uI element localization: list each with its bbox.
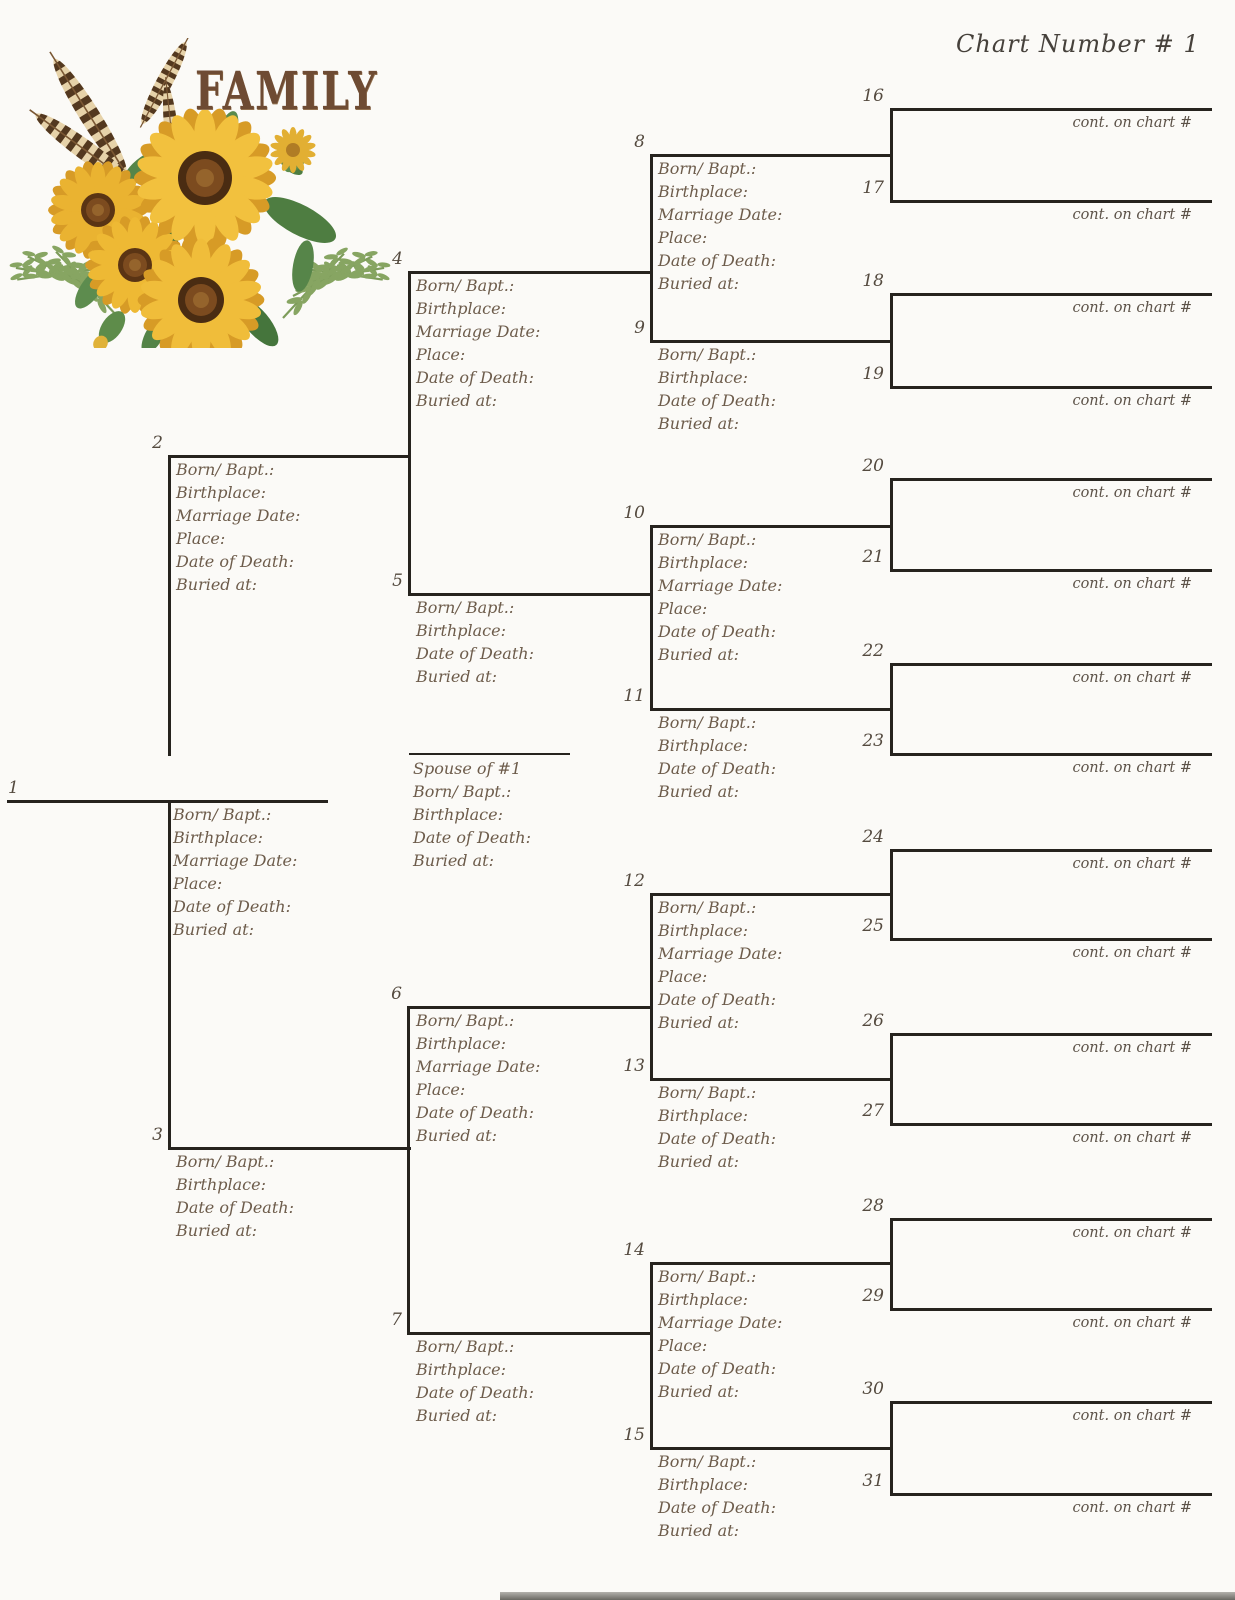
field-label-death: Date of Death: — [658, 1498, 776, 1517]
spouse-label: Spouse of #1 — [413, 759, 522, 778]
cont-on-chart-label: cont. on chart # — [1072, 207, 1192, 223]
field-label-born: Born/ Bapt.: — [176, 460, 275, 479]
slot-2-number: 2 — [152, 433, 163, 453]
cont-on-chart-label: cont. on chart # — [1072, 1040, 1192, 1056]
field-label-born: Born/ Bapt.: — [658, 1452, 757, 1471]
field-label-birthplace: Birthplace: — [658, 1106, 748, 1125]
slot-15-number: 15 — [623, 1425, 645, 1445]
field-label-buried: Buried at: — [658, 782, 739, 801]
slot-30-number: 30 — [862, 1379, 884, 1399]
field-label-born: Born/ Bapt.: — [416, 276, 515, 295]
slot-16-number: 16 — [862, 86, 884, 106]
cont-on-chart-label: cont. on chart # — [1072, 1130, 1192, 1146]
entry-line-20 — [890, 478, 1212, 481]
connector-6-7 — [407, 1006, 410, 1335]
field-label-buried: Buried at: — [416, 1406, 497, 1425]
connector-4-5 — [408, 271, 411, 596]
field-label-marriage: Marriage Date: — [173, 851, 298, 870]
field-label-born: Born/ Bapt.: — [413, 782, 512, 801]
slot-24-number: 24 — [862, 827, 884, 847]
slot-11-number: 11 — [623, 686, 645, 706]
field-label-born: Born/ Bapt.: — [173, 805, 272, 824]
slot-10-number: 10 — [623, 503, 645, 523]
slot-13-number: 13 — [623, 1056, 645, 1076]
slot-17-number: 17 — [862, 178, 884, 198]
slot-14-number: 14 — [623, 1240, 645, 1260]
field-label-buried: Buried at: — [658, 645, 739, 664]
entry-line-16 — [890, 108, 1212, 111]
entry-line-spouse — [409, 753, 570, 755]
slot-12-number: 12 — [623, 871, 645, 891]
field-label-death: Date of Death: — [176, 552, 294, 571]
entry-fields-spouse — [413, 757, 531, 872]
entry-fields-4 — [416, 274, 540, 412]
field-label-place: Place: — [173, 874, 223, 893]
entry-fields-11 — [658, 711, 776, 803]
entry-fields-7 — [416, 1335, 534, 1427]
slot-31-number: 31 — [862, 1471, 884, 1491]
field-label-born: Born/ Bapt.: — [658, 713, 757, 732]
field-label-birthplace: Birthplace: — [658, 736, 748, 755]
entry-line-18 — [890, 293, 1212, 296]
field-label-death: Date of Death: — [413, 828, 531, 847]
field-label-born: Born/ Bapt.: — [658, 345, 757, 364]
cont-on-chart-label: cont. on chart # — [1072, 856, 1192, 872]
field-label-death: Date of Death: — [176, 1198, 294, 1217]
field-label-place: Place: — [416, 345, 466, 364]
slot-22-number: 22 — [862, 641, 884, 661]
field-label-birthplace: Birthplace: — [658, 1290, 748, 1309]
entry-line-23 — [890, 753, 1212, 756]
cont-on-chart-label: cont. on chart # — [1072, 576, 1192, 592]
entry-fields-8 — [658, 157, 782, 295]
cont-on-chart-label: cont. on chart # — [1072, 945, 1192, 961]
field-label-buried: Buried at: — [658, 414, 739, 433]
slot-8-number: 8 — [634, 132, 645, 152]
field-label-place: Place: — [658, 228, 708, 247]
field-label-birthplace: Birthplace: — [173, 828, 263, 847]
field-label-marriage: Marriage Date: — [658, 576, 783, 595]
field-label-birthplace: Birthplace: — [658, 182, 748, 201]
field-label-marriage: Marriage Date: — [658, 205, 783, 224]
entry-fields-10 — [658, 528, 782, 666]
slot-26-number: 26 — [862, 1011, 884, 1031]
slot-19-number: 19 — [862, 364, 884, 384]
field-label-buried: Buried at: — [658, 1013, 739, 1032]
connector-14-15 — [650, 1262, 653, 1450]
field-label-buried: Buried at: — [416, 1126, 497, 1145]
scan-artifact-band — [500, 1592, 1235, 1600]
slot-3-number: 3 — [152, 1125, 163, 1145]
cont-on-chart-label: cont. on chart # — [1072, 485, 1192, 501]
cont-on-chart-label: cont. on chart # — [1072, 393, 1192, 409]
slot-18-number: 18 — [862, 271, 884, 291]
field-label-birthplace: Birthplace: — [176, 483, 266, 502]
field-label-death: Date of Death: — [658, 990, 776, 1009]
field-label-born: Born/ Bapt.: — [658, 1083, 757, 1102]
entry-line-25 — [890, 938, 1212, 941]
entry-fields-12 — [658, 896, 782, 1034]
slot-25-number: 25 — [862, 916, 884, 936]
field-label-buried: Buried at: — [176, 575, 257, 594]
field-label-born: Born/ Bapt.: — [416, 598, 515, 617]
slot-21-number: 21 — [862, 547, 884, 567]
field-label-death: Date of Death: — [658, 251, 776, 270]
slot-23-number: 23 — [862, 731, 884, 751]
field-label-born: Born/ Bapt.: — [658, 1267, 757, 1286]
entry-fields-14 — [658, 1265, 782, 1403]
field-label-death: Date of Death: — [658, 622, 776, 641]
field-label-birthplace: Birthplace: — [658, 368, 748, 387]
field-label-death: Date of Death: — [416, 644, 534, 663]
field-label-born: Born/ Bapt.: — [658, 898, 757, 917]
entry-line-31 — [890, 1493, 1212, 1496]
entry-fields-9 — [658, 343, 776, 435]
field-label-marriage: Marriage Date: — [416, 322, 541, 341]
cont-on-chart-label: cont. on chart # — [1072, 300, 1192, 316]
entry-line-29 — [890, 1308, 1212, 1311]
entry-line-22 — [890, 663, 1212, 666]
field-label-birthplace: Birthplace: — [416, 1360, 506, 1379]
field-label-born: Born/ Bapt.: — [658, 530, 757, 549]
field-label-birthplace: Birthplace: — [413, 805, 503, 824]
entry-fields-15 — [658, 1450, 776, 1542]
entry-line-26 — [890, 1033, 1212, 1036]
field-label-birthplace: Birthplace: — [416, 299, 506, 318]
field-label-born: Born/ Bapt.: — [416, 1011, 515, 1030]
field-label-born: Born/ Bapt.: — [416, 1337, 515, 1356]
field-label-place: Place: — [658, 599, 708, 618]
field-label-buried: Buried at: — [416, 667, 497, 686]
entry-line-19 — [890, 386, 1212, 389]
field-label-birthplace: Birthplace: — [658, 553, 748, 572]
entry-fields-5 — [416, 596, 534, 688]
slot-5-number: 5 — [392, 571, 403, 591]
cont-on-chart-label: cont. on chart # — [1072, 1315, 1192, 1331]
sunflower-bud — [270, 127, 317, 178]
page-title: FAMILY — [195, 62, 379, 123]
field-label-buried: Buried at: — [416, 391, 497, 410]
field-label-death: Date of Death: — [173, 897, 291, 916]
entry-line-24 — [890, 849, 1212, 852]
slot-4-number: 4 — [392, 249, 403, 269]
field-label-death: Date of Death: — [416, 1103, 534, 1122]
chart-number-label: Chart Number # 1 — [956, 30, 1200, 58]
field-label-birthplace: Birthplace: — [176, 1175, 266, 1194]
slot-1-number: 1 — [8, 778, 19, 798]
entry-line-27 — [890, 1123, 1212, 1126]
field-label-birthplace: Birthplace: — [658, 921, 748, 940]
field-label-buried: Buried at: — [176, 1221, 257, 1240]
field-label-buried: Buried at: — [658, 1521, 739, 1540]
cont-on-chart-label: cont. on chart # — [1072, 115, 1192, 131]
cont-on-chart-label: cont. on chart # — [1072, 670, 1192, 686]
field-label-place: Place: — [176, 529, 226, 548]
slot-27-number: 27 — [862, 1101, 884, 1121]
field-label-buried: Buried at: — [658, 1382, 739, 1401]
entry-fields-1 — [173, 803, 297, 941]
field-label-birthplace: Birthplace: — [416, 621, 506, 640]
field-label-death: Date of Death: — [658, 1129, 776, 1148]
slot-7-number: 7 — [391, 1310, 402, 1330]
field-label-born: Born/ Bapt.: — [658, 159, 757, 178]
field-label-marriage: Marriage Date: — [176, 506, 301, 525]
entry-line-21 — [890, 569, 1212, 572]
cont-on-chart-label: cont. on chart # — [1072, 1408, 1192, 1424]
field-label-buried: Buried at: — [413, 851, 494, 870]
entry-fields-6 — [416, 1009, 540, 1147]
cont-on-chart-label: cont. on chart # — [1072, 1225, 1192, 1241]
connector-2-3-lower — [168, 800, 171, 1150]
slot-6-number: 6 — [391, 984, 402, 1004]
cont-on-chart-label: cont. on chart # — [1072, 760, 1192, 776]
field-label-marriage: Marriage Date: — [658, 944, 783, 963]
entry-fields-13 — [658, 1081, 776, 1173]
cont-on-chart-label: cont. on chart # — [1072, 1500, 1192, 1516]
connector-10-11 — [650, 525, 653, 711]
connector-12-13 — [650, 893, 653, 1081]
connector-2-3-upper — [168, 455, 171, 756]
field-label-buried: Buried at: — [658, 274, 739, 293]
entry-fields-2 — [176, 458, 300, 596]
field-label-place: Place: — [416, 1080, 466, 1099]
field-label-buried: Buried at: — [173, 920, 254, 939]
entry-line-28 — [890, 1218, 1212, 1221]
field-label-death: Date of Death: — [658, 759, 776, 778]
field-label-death: Date of Death: — [658, 391, 776, 410]
field-label-place: Place: — [658, 967, 708, 986]
entry-fields-3 — [176, 1150, 294, 1242]
field-label-place: Place: — [658, 1336, 708, 1355]
slot-9-number: 9 — [634, 318, 645, 338]
field-label-marriage: Marriage Date: — [658, 1313, 783, 1332]
field-label-marriage: Marriage Date: — [416, 1057, 541, 1076]
field-label-birthplace: Birthplace: — [658, 1475, 748, 1494]
field-label-born: Born/ Bapt.: — [176, 1152, 275, 1171]
field-label-death: Date of Death: — [658, 1359, 776, 1378]
entry-line-17 — [890, 200, 1212, 203]
entry-line-30 — [890, 1401, 1212, 1404]
field-label-birthplace: Birthplace: — [416, 1034, 506, 1053]
field-label-buried: Buried at: — [658, 1152, 739, 1171]
slot-29-number: 29 — [862, 1286, 884, 1306]
connector-8-9 — [650, 154, 653, 343]
slot-28-number: 28 — [862, 1196, 884, 1216]
field-label-death: Date of Death: — [416, 1383, 534, 1402]
slot-20-number: 20 — [862, 456, 884, 476]
field-label-death: Date of Death: — [416, 368, 534, 387]
